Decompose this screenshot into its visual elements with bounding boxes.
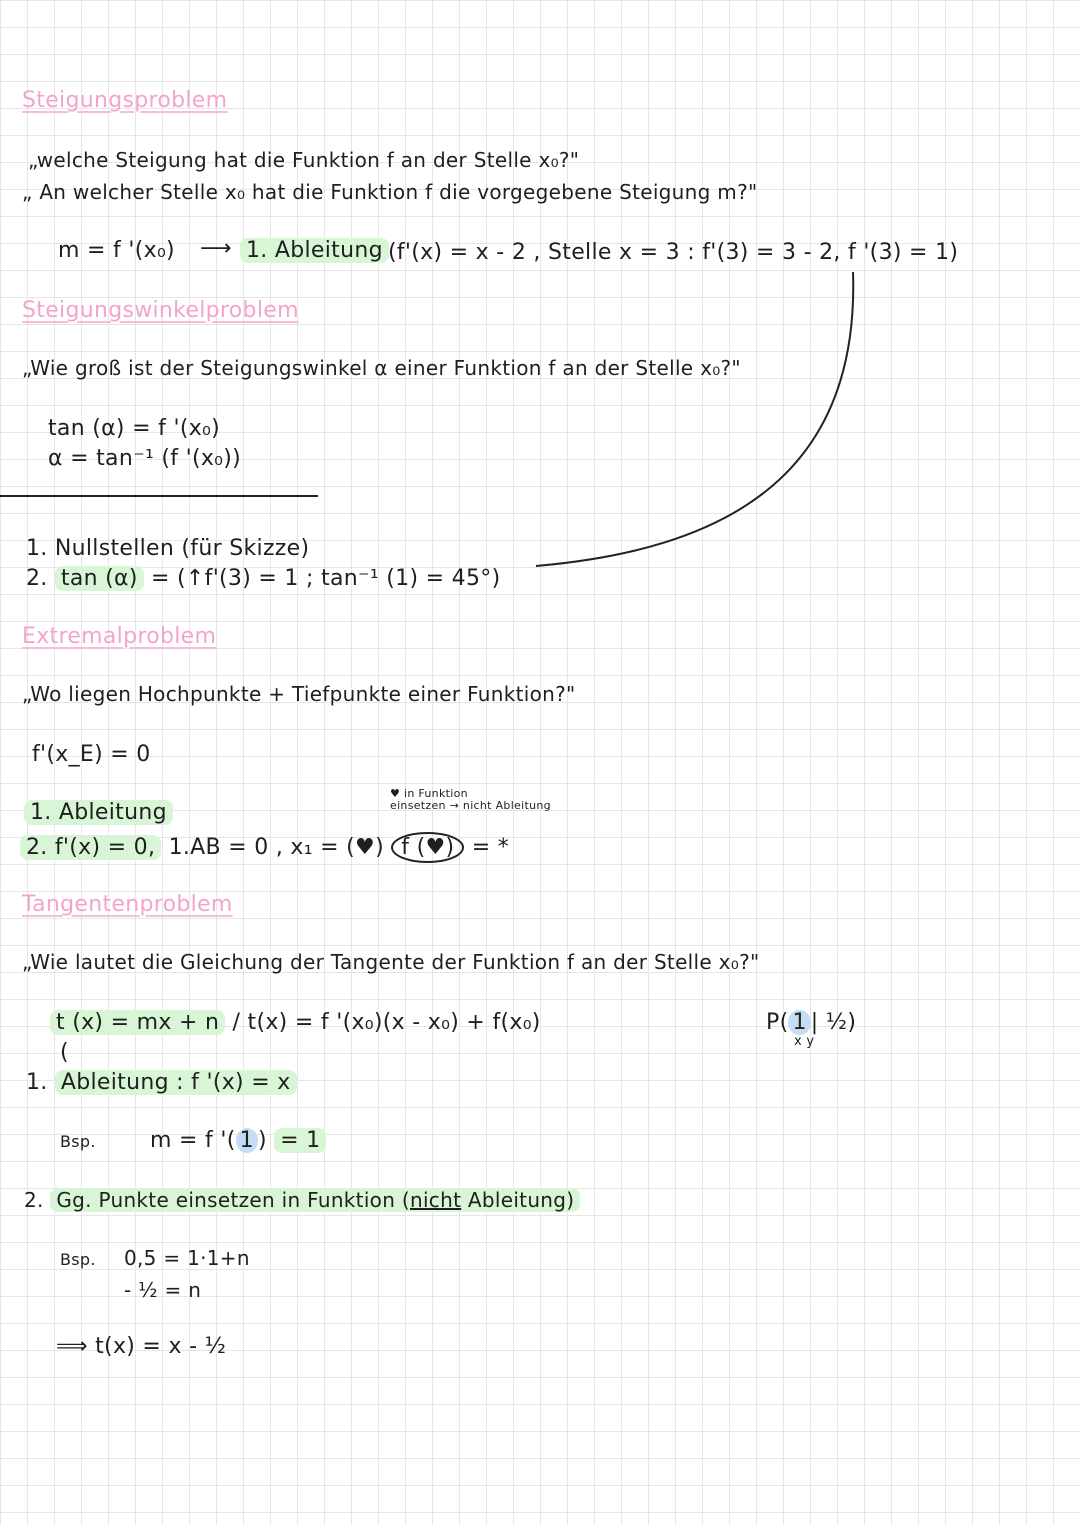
question-steigung-2: „ An welcher Stelle x₀ hat die Funktion f die vorgegebene Steigung m?" <box>22 180 758 204</box>
example-m-c: ) <box>257 1128 267 1153</box>
step-nullstellen: 1. Nullstellen (für Skizze) <box>26 536 310 561</box>
formula-extremal: f'(x_E) = 0 <box>32 742 151 767</box>
question-extremal: „Wo liegen Hochpunkte + Tiefpunkte einer Funktion?" <box>22 682 576 706</box>
point-axis-labels: x y <box>794 1034 815 1049</box>
example-m-result: = 1 <box>274 1128 326 1153</box>
brace-mark: ( <box>60 1040 69 1065</box>
step-result: = * <box>471 835 510 860</box>
highlight-step-ableitung: 1. Ableitung <box>24 800 173 825</box>
question-steigung-1: „welche Steigung hat die Funktion f an der Stelle x₀?" <box>28 148 580 172</box>
circled-f: f (♥) <box>391 832 464 863</box>
arrow-icon: ⟶ <box>200 236 232 261</box>
formula-tan: tan (α) = f '(x₀) <box>48 416 221 441</box>
step-tangente-1 <box>26 1070 297 1095</box>
note-line-2: einsetzen → nicht Ableitung <box>390 799 551 812</box>
heading-steigungswinkelproblem: Steigungswinkelproblem <box>22 298 299 323</box>
heading-tangentenproblem: Tangentenproblem <box>22 892 233 917</box>
step-tan-num: 2. <box>26 566 48 591</box>
result-tangente: ⟹ t(x) = x - ½ <box>56 1334 227 1359</box>
step-2-text-a: Gg. Punkte einsetzen in Funktion ( <box>56 1188 410 1212</box>
point-p <box>766 1010 856 1035</box>
heading-extremalproblem: Extremalproblem <box>22 624 217 649</box>
step-tangente-2 <box>24 1188 580 1212</box>
question-tangente: „Wie lautet die Gleichung der Tangente der Funktion f an der Stelle x₀?" <box>22 950 760 974</box>
point-p-close: | ½) <box>810 1010 857 1035</box>
example-steigung: (f'(x) = x - 2 , Stelle x = 3 : f'(3) = 3 - 2, f '(3) = 1) <box>388 240 959 265</box>
highlight-ableitung: 1. Ableitung <box>240 238 389 263</box>
note-einsetzen <box>390 788 551 812</box>
formula-tangente <box>50 1010 541 1035</box>
point-p-open: P( <box>766 1010 789 1035</box>
highlight-tan: tan (α) <box>55 566 144 591</box>
example-m <box>150 1128 326 1153</box>
step-tan-rest: = (↑f'(3) = 1 ; tan⁻¹ (1) = 45°) <box>151 566 501 591</box>
step-tangente-1-num: 1. <box>26 1070 48 1095</box>
point-x-highlight: 1 <box>788 1010 810 1035</box>
note-line-1: ♥ in Funktion <box>390 787 468 800</box>
example-n-1: 0,5 = 1·1+n <box>124 1246 250 1270</box>
step-ab: 1.AB = 0 , x₁ = (♥) <box>168 835 384 860</box>
step-2-text-c: Ableitung) <box>461 1188 575 1212</box>
example-n-2: - ½ = n <box>124 1278 202 1302</box>
bsp-label-1: Bsp. <box>60 1132 96 1151</box>
step-nullsetzen <box>20 832 509 863</box>
question-winkel: „Wie groß ist der Steigungswinkel α einer Funktion f an der Stelle x₀?" <box>22 356 741 380</box>
formula-alpha: α = tan⁻¹ (f '(x₀)) <box>48 446 242 471</box>
step-2-nicht: nicht <box>409 1188 462 1212</box>
formula-m: m = f '(x₀) <box>58 238 175 263</box>
example-m-dot: 1 <box>236 1128 258 1153</box>
highlight-tx: t (x) = mx + n <box>50 1010 225 1035</box>
bsp-label-2: Bsp. <box>60 1250 96 1269</box>
highlight-ableitung-fx: Ableitung : f '(x) = x <box>55 1070 297 1095</box>
formula-tangente-alt: / t(x) = f '(x₀)(x - x₀) + f(x₀) <box>232 1010 541 1035</box>
example-m-a: m = f '( <box>150 1128 236 1153</box>
step-tangente-2-num: 2. <box>24 1188 44 1212</box>
heading-steigungsproblem: Steigungsproblem <box>22 88 228 113</box>
step-ableitung <box>24 800 173 825</box>
highlight-punkte <box>50 1188 580 1212</box>
highlight-fx0: 2. f'(x) = 0, <box>20 835 161 860</box>
